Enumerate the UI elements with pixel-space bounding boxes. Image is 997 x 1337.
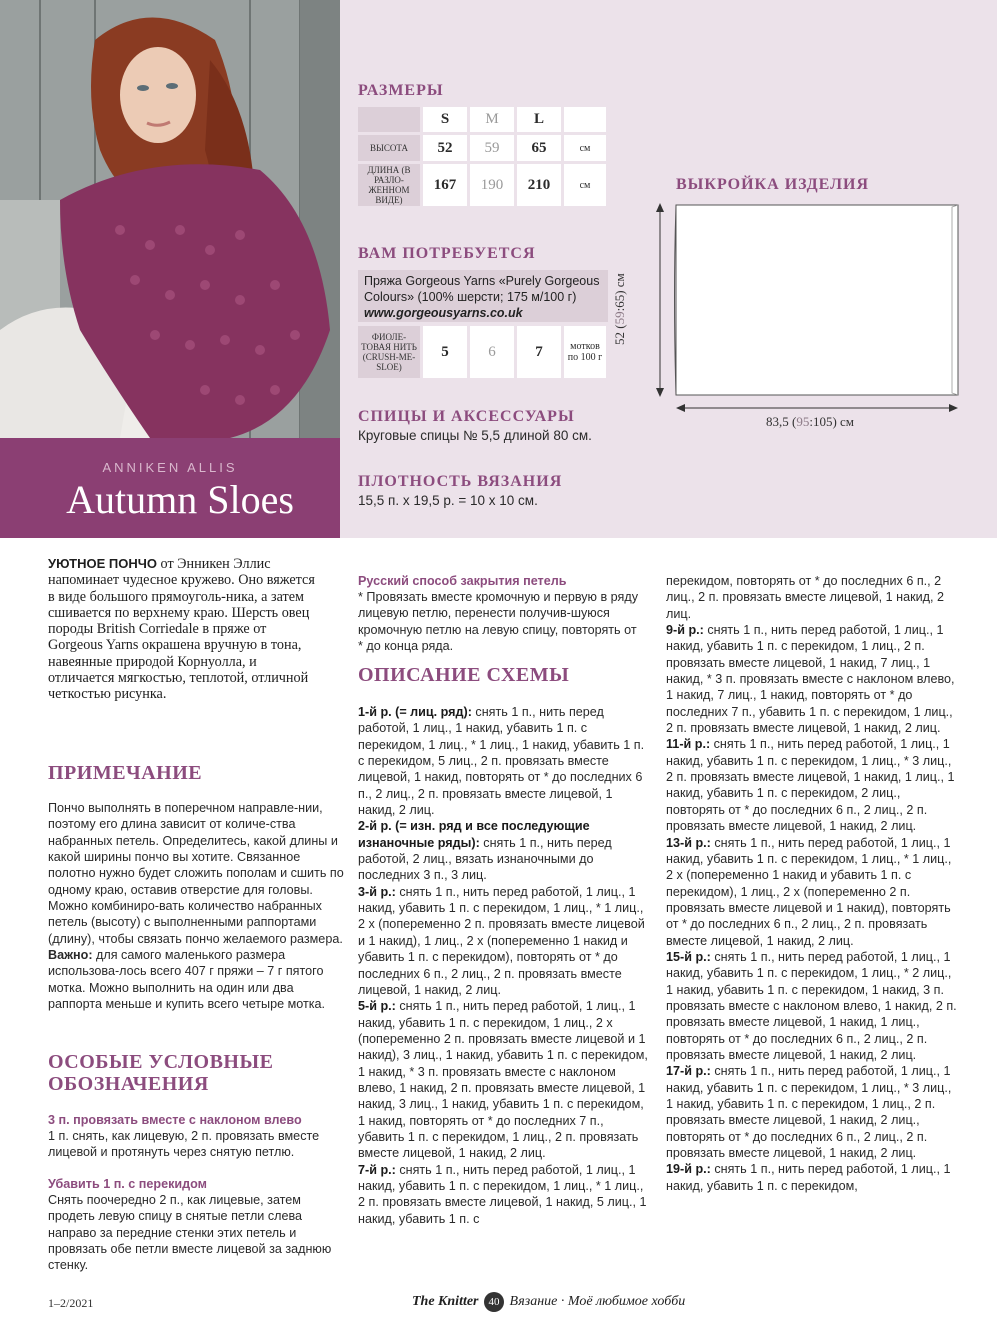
size-value: 65 <box>517 135 561 161</box>
pattern-row: 1-й р. (= лиц. ряд): снять 1 п., нить перед работой, 1 лиц., 1 накид, убавить 1 п. с перекидом, 1 лиц., * 1 лиц., 1 накид, убавить 1 п. с перекидом, 5 лиц., 2 п. провязать вместе лицевой, 1 накид, повторять от * до последних 6 п., 2 лиц., 2 п. провязать вместе лицевой, 1 накид, 2 лиц. <box>358 705 645 818</box>
note-text: Пончо выполнять в поперечном направле-нии, поэтому его длина зависит от количе-ства набранных петель. Определитесь, какой длины и какой ширины пончо вы хотите. Связанное полотно нужно будет сложить пополам и сшить по одному краю, оставив отверстие для головы. Можно комбиниро-вать количество набранных петель (высоту) с выполненными раппортами (длину), чтобы связать пончо желаемого размера. Важно: для самого маленького размера использова-лось всего 407 г пряжи – 7 г пятого мотка. Можно выполнить на один или два раппорта меньше и купить всего четыре мотка. <box>48 801 344 1012</box>
materials-table <box>355 323 609 381</box>
pattern-row: 19-й р.: снять 1 п., нить перед работой, 1 лиц., 1 накид, убавить 1 п. с перекидом, <box>666 1162 951 1193</box>
pattern-row: 7-й р.: снять 1 п., нить перед работой, 1 лиц., 1 накид, убавить 1 п. с перекидом, 1 лиц., * 1 лиц., 2 п. провязать вместе лицевой, 1 накид, 5 лиц., 1 накид, убавить 1 п. с <box>358 1162 647 1226</box>
pattern-column-3 <box>666 573 958 1194</box>
skein-count: 6 <box>470 326 514 378</box>
page-number: 40 <box>484 1292 504 1312</box>
intro-text: от Энникен Эллис напоминает чудесное кружево. Оно вяжется в виде большого прямоуголь-ника, а затем сшивается по верхнему краю. Шерсть овец породы British Corriedale в пряже от Gorgeous Yarns окрашена вручную в тона, навеянные природой Корнуолла, и отличается мягкостью, теплотой, отличной четкостью рисунка. <box>48 556 315 703</box>
pattern-row: 2-й р. (= изн. ряд и все последующие изнаночные ряды): снять 1 п., нить перед работой, 2 лиц., вязать изнаночными до последних 3 п., 3 лиц. <box>358 819 612 883</box>
sizes-unit-header <box>564 107 606 132</box>
size-value: 52 <box>423 135 467 161</box>
pattern-row: 15-й р.: снять 1 п., нить перед работой, 1 лиц., 1 накид, убавить 1 п. с перекидом, 1 лиц., * 2 лиц., 1 накид, убавить 1 п. с перекидом, 1 накид, 3 п. провязать вместе с наклоном влево, 1 накид, 2 п. провязать вместе лицевой, 1 накид, 1 лиц., повторять от * до последних 6 п., 2 лиц., 2 п. провязать вместе лицевой, 1 накид, 2 лиц. <box>666 949 957 1062</box>
project-title: Autumn Sloes <box>66 477 294 522</box>
yarn-description: Пряжа Gorgeous Yarns «Purely Gorgeous Colours» (100% шерсти; 175 м/100 г) <box>364 274 600 304</box>
pattern-row: 9-й р.: снять 1 п., нить перед работой, 1 лиц., 1 накид, убавить 1 п. с перекидом, 1 лиц., 2 п. провязать вместе лицевой, 1 накид, 7 лиц., 1 накид, * 3 п. провязать вместе с наклоном влево, 1 накид, 7 лиц., 1 накид, повторять от * до последних 7 п., убавить 1 п. с перекидом, 1 лиц., 2 п. провязать вместе лицевой, 1 накид, 2 лиц. <box>666 623 955 736</box>
issue-number: 1–2/2021 <box>48 1296 94 1310</box>
yarn-url: www.gorgeousyarns.co.uk <box>364 306 523 320</box>
schematic-heading: ВЫКРОЙКА ИЗДЕЛИЯ <box>676 176 870 193</box>
sizes-heading: РАЗМЕРЫ <box>358 82 444 99</box>
gauge-text: 15,5 п. х 19,5 р. = 10 х 10 см. <box>358 493 538 508</box>
size-col-l: L <box>517 107 561 132</box>
size-row-label: ДЛИНА (В РАЗЛО-ЖЕННОМ ВИДЕ) <box>358 164 420 206</box>
size-value: 210 <box>517 164 561 206</box>
schematic-diagram <box>640 195 970 420</box>
important-label: Важно: <box>48 948 93 963</box>
intro-paragraph <box>48 556 323 703</box>
footer-tagline: Вязание · Моё любимое хобби <box>509 1294 686 1310</box>
size-unit: см <box>564 135 606 161</box>
symbol-1-title: 3 п. провязать вместе с наклоном влево <box>48 1113 302 1127</box>
symbol-2-text: Снять поочередно 2 п., как лицевые, затем продеть левую спицу в снятые петли слева направо за передние стенки этих петель и провязать обе петли вместе лицевой за заднюю стенку. <box>48 1193 332 1273</box>
pattern-row: перекидом, повторять от * до последних 6 п., 2 лиц., 2 п. провязать вместе лицевой, 1 накид, 2 лиц. <box>666 574 944 621</box>
pattern-row: 17-й р.: снять 1 п., нить перед работой, 1 лиц., 1 накид, убавить 1 п. с перекидом, 1 лиц., * 3 лиц., 1 накид, убавить 1 п. с перекидом, 1 лиц., 2 п. провязать вместе лицевой, 1 накид, 2 лиц., повторять от * до последних 6 п., 2 лиц., 2 п. провязать вместе лицевой, 1 накид, 2 лиц. <box>666 1064 952 1161</box>
size-value: 59 <box>470 135 514 161</box>
skein-unit: мотков по 100 г <box>564 326 606 378</box>
size-row-label: ВЫСОТА <box>358 135 420 161</box>
size-value: 190 <box>470 164 514 206</box>
pattern-row: 3-й р.: снять 1 п., нить перед работой, 1 лиц., 1 накид, убавить 1 п. с перекидом, 1 лиц., * 1 лиц., 2 х (попеременно 2 п. провязать вместе лицевой и 1 накид), 1 лиц., 2 х (попеременно 1 накид и убавить 1 п. с перекидом), повторять от * до последних 6 п., 2 лиц., 2 п. провязать вместе лицевой, 1 накид, 2 лиц. <box>358 884 645 997</box>
footer-magazine <box>412 1292 685 1312</box>
materials-heading: ВАМ ПОТРЕБУЕТСЯ <box>358 245 536 262</box>
symbol-1-text: 1 п. снять, как лицевую, 2 п. провязать вместе лицевой и протянуть через снятую петлю. <box>48 1129 320 1160</box>
gauge-heading: ПЛОТНОСТЬ ВЯЗАНИЯ <box>358 473 563 490</box>
needles-text: Круговые спицы № 5,5 длиной 80 см. <box>358 428 592 443</box>
symbol-2-title: Убавить 1 п. с перекидом <box>48 1177 207 1191</box>
intro-lead: УЮТНОЕ ПОНЧО <box>48 556 157 571</box>
pattern-column-2 <box>358 704 648 1227</box>
color-label: ФИОЛЕ-ТОВАЯ НИТЬ (CRUSH-ME-SLOE) <box>358 326 420 378</box>
note-heading: ПРИМЕЧАНИЕ <box>48 762 203 784</box>
pattern-row: 5-й р.: снять 1 п., нить перед работой, 1 лиц., 1 накид, убавить 1 п. с перекидом, 1 лиц., 2 х (попеременно 2 п. провязать вместе лицевой и 1 накид), 3 лиц., 1 накид, убавить 1 п. с перекидом, 1 накид, * 3 п. провязать вместе с наклоном влево, 1 накид, 2 п. провязать вместе лицевой, 1 накид, 3 лиц., 1 накид, убавить 1 п. с перекидом, 1 накид, повторять от * до последних 7 п., убавить 1 п. с перекидом, 1 лиц., 2 п. провязать вместе лицевой, 1 накид, 2 лиц. <box>358 999 648 1161</box>
skein-count: 5 <box>423 326 467 378</box>
size-value: 167 <box>423 164 467 206</box>
pattern-heading: ОПИСАНИЕ СХЕМЫ <box>358 664 570 686</box>
designer-name: ANNIKEN ALLIS <box>102 460 238 475</box>
size-unit: см <box>564 164 606 206</box>
yarn-info <box>358 270 608 322</box>
sizes-table <box>355 104 609 209</box>
skein-count: 7 <box>517 326 561 378</box>
bindoff-title: Русский способ закрытия петель <box>358 574 567 588</box>
bindoff-text: * Провязать вместе кромочную и первую в ряду лицевую петлю, перенести получив-шуюся кромочную петлю на левую спицу, повторять от * до конца ряда. <box>358 590 638 654</box>
height-label: 52 (59:65) см <box>612 273 627 345</box>
pattern-row: 13-й р.: снять 1 п., нить перед работой, 1 лиц., 1 накид, убавить 1 п. с перекидом, 1 лиц., * 1 лиц., 2 х (попеременно 1 накид и убавить 1 п. с перекидом), 1 лиц., 2 х (попеременно 2 п. провязать вместе лицевой и 1 накид), повторять от * до последних 6 п., 2 лиц., 2 п. провязать вместе лицевой, 1 накид, 2 лиц. <box>666 835 952 948</box>
pattern-row: 11-й р.: снять 1 п., нить перед работой, 1 лиц., 1 накид, убавить 1 п. с перекидом, 1 лиц., * 3 лиц., 2 п. провязать вместе лицевой, 1 накид, 1 лиц., 1 накид, убавить 1 п. с перекидом, 2 лиц., повторять от * до последних 6 п., 2 лиц., 2 п. провязать вместе лицевой, 1 накид, 2 лиц. <box>666 737 955 834</box>
needles-heading: СПИЦЫ И АКСЕССУАРЫ <box>358 408 575 425</box>
sizes-corner <box>358 107 420 132</box>
symbols-heading: ОСОБЫЕ УСЛОВНЫЕ ОБОЗНАЧЕНИЯ <box>48 1051 274 1095</box>
size-col-s: S <box>423 107 467 132</box>
size-col-m: M <box>470 107 514 132</box>
width-label: 83,5 (95:105) см <box>766 414 855 429</box>
cover-photo <box>0 0 340 438</box>
magazine-name: The Knitter <box>412 1294 479 1310</box>
